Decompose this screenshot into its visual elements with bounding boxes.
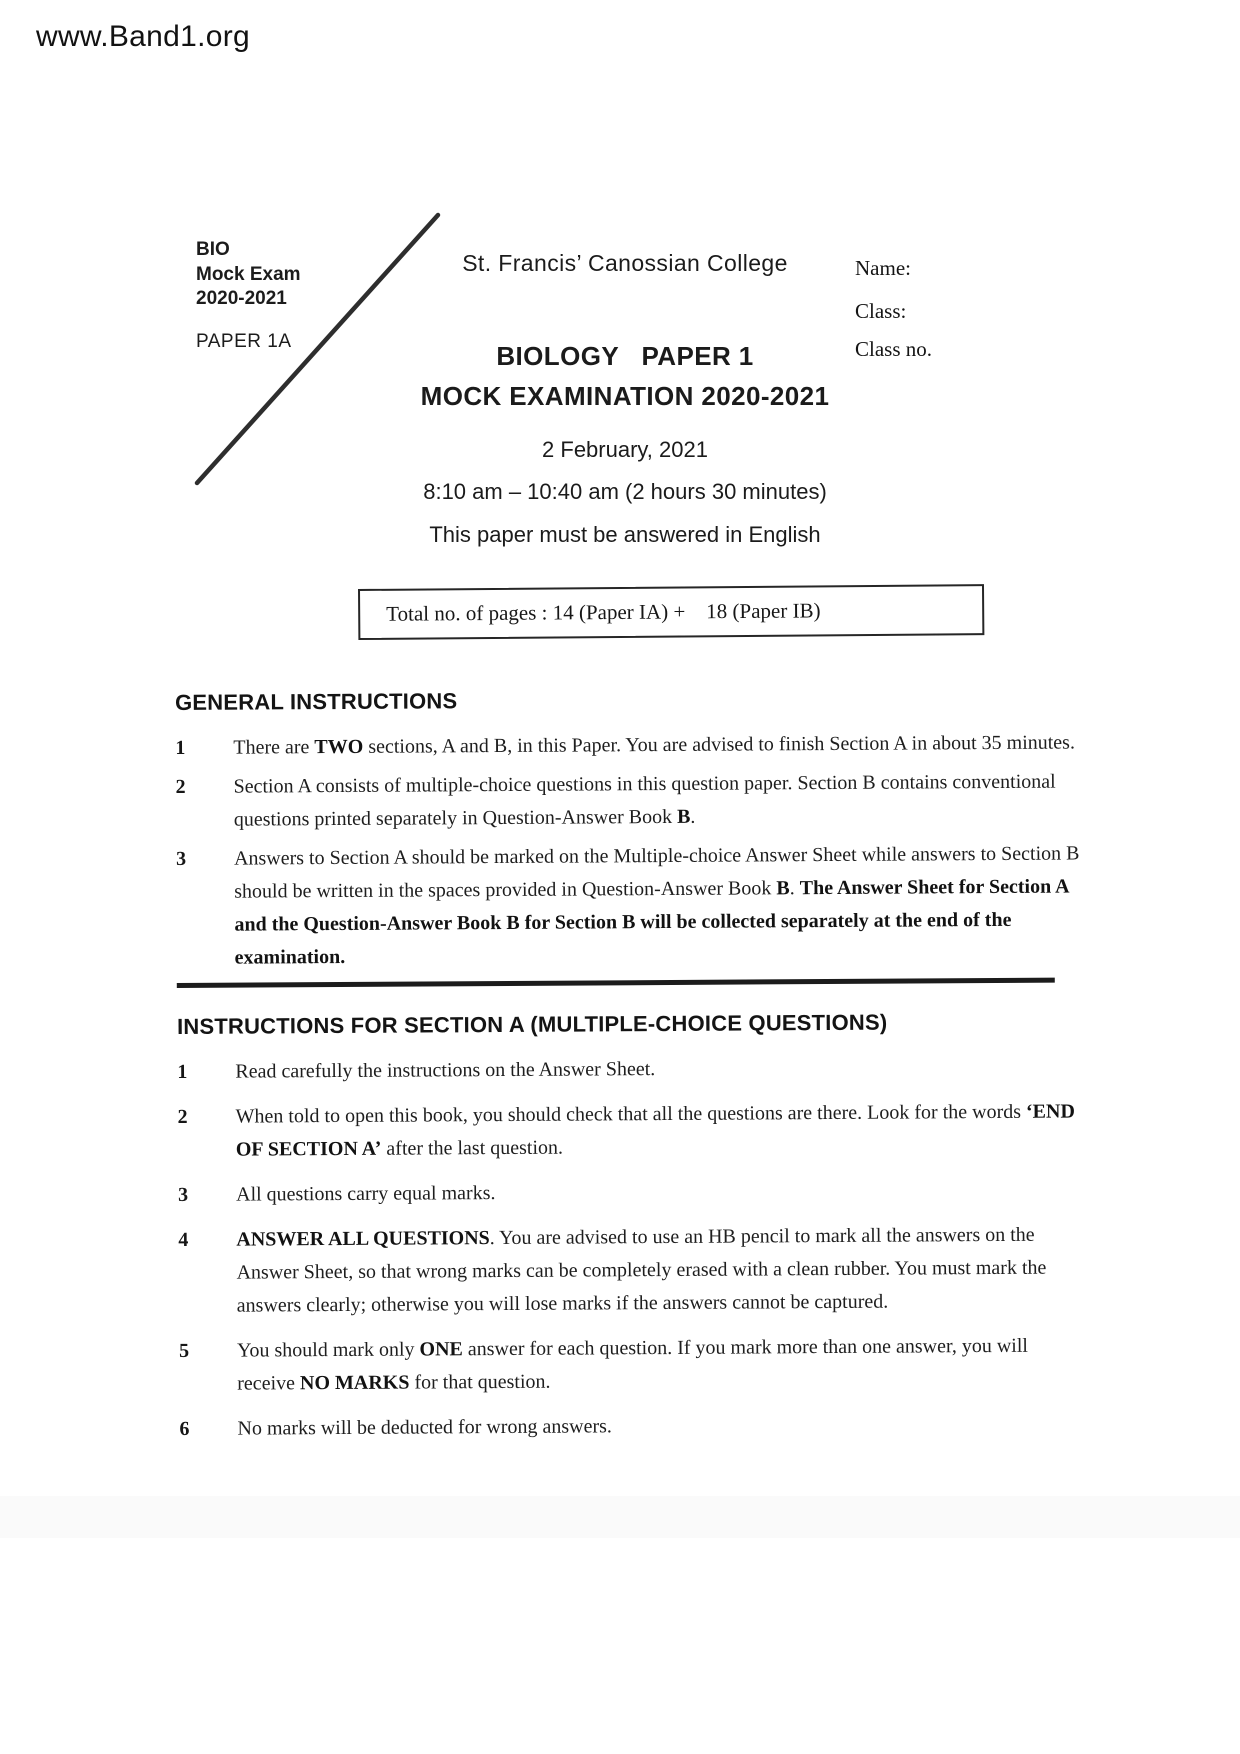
watermark: www.Band1.org (36, 20, 251, 53)
instruction-text: All questions carry equal marks. (236, 1182, 496, 1206)
instruction-number: 2 (177, 1105, 188, 1128)
instruction-item (179, 1407, 1089, 1446)
instruction-item (179, 1329, 1089, 1401)
instructions-content (175, 684, 1090, 1458)
instruction-text: Section A consists of multiple-choice questions in this question paper. Section B contains conventional questions printed separately in Question-Answer Book B. (233, 770, 1056, 831)
instruction-number: 4 (178, 1228, 189, 1251)
instruction-item (178, 1095, 1088, 1167)
instruction-text: When told to open this book, you should check that all the questions are there. Look for the words ‘END OF SECTION A’ after the last question. (235, 1100, 1075, 1161)
instruction-number: 2 (175, 775, 186, 798)
total-pages-box (358, 584, 984, 640)
name-field-label: Name: (855, 256, 911, 280)
instruction-item (175, 726, 1085, 765)
general-instructions-list (175, 726, 1086, 975)
school-name: St. Francis’ Canossian College (462, 250, 788, 276)
exam-type: Mock Exam (196, 263, 301, 285)
exam-info-block (196, 238, 301, 312)
instruction-number: 5 (178, 1339, 190, 1362)
instruction-item (176, 837, 1087, 975)
instruction-number: 6 (179, 1417, 190, 1440)
instruction-text: ANSWER ALL QUESTIONS. You are advised to use an HB pencil to mark all the answers on the Answer Sheet, so that wrong marks can be completely erased with a clean rubber. You must mark the answers clearly; otherwise you will lose marks if the answers cannot be captured. (236, 1223, 1047, 1317)
instruction-item (177, 1050, 1087, 1089)
instruction-text: Read carefully the instructions on the Answer Sheet. (235, 1058, 656, 1083)
course-code: BIO (196, 239, 230, 260)
instruction-text: There are TWO sections, A and B, in this Paper. You are advised to finish Section A in about 35 minutes. (233, 731, 1075, 759)
total-pages-text: Total no. of pages : 14 (Paper IA) + 18 (Paper IB) (386, 598, 821, 626)
instruction-text: Answers to Section A should be marked on the Multiple-choice Answer Sheet while answers to Section B should be written in the spaces provided in Question-Answer Book B. The Answer Sheet for Section A and the Question-Answer Book B for Section B will be collected separately at the end of the examination. (233, 842, 1080, 969)
language-note: This paper must be answered in English (429, 522, 821, 547)
instruction-item (178, 1218, 1089, 1323)
general-instructions-heading: GENERAL INSTRUCTIONS (175, 688, 458, 715)
instruction-number: 1 (177, 1060, 188, 1083)
instruction-text: No marks will be deducted for wrong answers. (237, 1415, 612, 1440)
instruction-number: 3 (178, 1183, 189, 1206)
instruction-number: 3 (175, 847, 187, 870)
exam-title: MOCK EXAMINATION 2020-2021 (420, 381, 830, 411)
instruction-number: 1 (175, 736, 186, 759)
instruction-item (175, 765, 1085, 837)
paper-title: BIOLOGY PAPER 1 (496, 341, 754, 371)
section-a-instructions-heading: INSTRUCTIONS FOR SECTION A (MULTIPLE-CHOICE QUESTIONS) (176, 1009, 888, 1039)
instruction-item (178, 1173, 1088, 1212)
exam-time: 8:10 am – 10:40 am (2 hours 30 minutes) (423, 479, 827, 504)
exam-date: 2 February, 2021 (542, 437, 708, 462)
instruction-text: You should mark only ONE answer for each question. If you mark more than one answer, you will receive NO MARKS for that question. (236, 1334, 1029, 1395)
scan-artifact-band (0, 1496, 1240, 1538)
class-no-field-label: Class no. (855, 337, 933, 361)
section-a-instructions-list (177, 1050, 1089, 1446)
class-field-label: Class: (855, 299, 907, 323)
exam-year: 2020-2021 (196, 288, 287, 309)
section-divider (177, 978, 1055, 988)
paper-code: PAPER 1A (196, 331, 292, 352)
